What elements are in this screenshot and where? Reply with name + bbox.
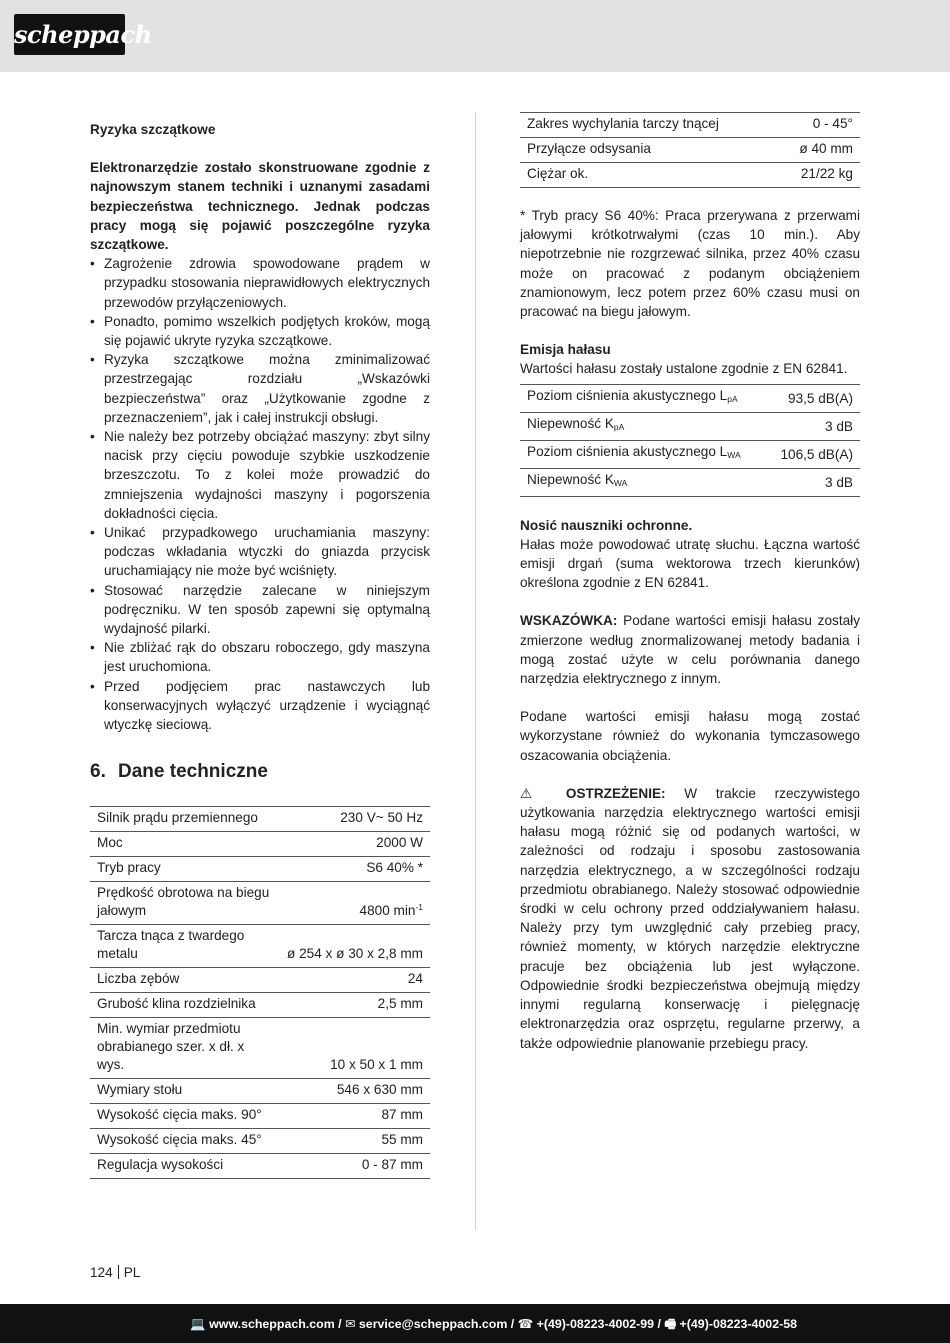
spec-label-text: Silnik prądu przemiennego xyxy=(97,810,258,826)
spec-label xyxy=(90,993,280,1018)
tech-data-row xyxy=(90,968,430,993)
footer-website[interactable]: www.scheppach.com / xyxy=(209,1317,342,1331)
spec-label-text: Prędkość obrotowa na biegu jałowym xyxy=(97,885,270,919)
spec-value-text: 0 - 45° xyxy=(812,116,853,131)
scheppach-logo: scheppach xyxy=(14,14,125,55)
spec-label xyxy=(520,412,766,440)
spec-value xyxy=(766,468,860,496)
spec-label-text: Niepewność K xyxy=(527,415,614,431)
spec-label-subscript: WA xyxy=(727,449,741,460)
noise-emission-intro: Wartości hałasu zostały ustalone zgodnie z EN 62841. xyxy=(520,361,848,377)
spec-label xyxy=(90,857,280,882)
spec-value-text: 24 xyxy=(407,971,423,987)
warning-paragraph xyxy=(520,784,860,1053)
spec-value-text: 10 x 50 x 1 mm xyxy=(330,1057,423,1073)
spec-value-text: 106,5 dB(A) xyxy=(780,446,853,462)
spec-value-text: 93,5 dB(A) xyxy=(788,390,853,406)
residual-risk-item: • Unikać przypadkowego uruchamiania maszyny: podczas wkładania wtyczki do gniazda przycisk uruchamiający nie może być wciśnięty. xyxy=(90,523,430,581)
noise-data-row xyxy=(520,384,860,412)
spec-label xyxy=(90,807,280,832)
spec-value-text: 2,5 mm xyxy=(377,996,423,1012)
residual-risk-item: • Ryzyka szczątkowe można zminimalizować przestrzegając rozdziału „Wskazówki bezpieczeństwa” oraz „Użytkowanie zgodne z przeznaczeniem”, jak i całej instrukcji obsługi. xyxy=(90,350,430,427)
spec-label xyxy=(90,925,280,968)
spec-value-text: 546 x 630 mm xyxy=(336,1082,423,1098)
spec-label-text: Poziom ciśnienia akustycznego L xyxy=(527,443,728,459)
noise-emission-heading: Emisja hałasu xyxy=(520,342,611,358)
warning-triangle-icon: ⚠ xyxy=(520,785,548,801)
spec-label xyxy=(520,138,776,163)
noise-data-row xyxy=(520,440,860,468)
spec-value-text: 21/22 kg xyxy=(800,166,853,181)
spec-value xyxy=(280,1079,430,1104)
footer-phone: +(49)-08223-4002-99 / xyxy=(536,1317,661,1331)
spec-value-text: 230 V~ 50 Hz xyxy=(340,810,423,826)
spec-value xyxy=(280,1104,430,1129)
spec-label-text: Zakres wychylania tarczy tnącej xyxy=(527,116,719,131)
residual-risk-item: • Przed podjęciem prac nastawczych lub konserwacyjnych wyłączyć urządzenie i wyciągnąć wtyczkę sieciową. xyxy=(90,677,430,735)
spec-value-text: 4800 min xyxy=(359,903,416,919)
spec-value xyxy=(776,138,860,163)
tech-data-row xyxy=(90,857,430,882)
spec-value xyxy=(766,412,860,440)
spec-label-text: Grubość klina rozdzielnika xyxy=(97,996,256,1012)
spec-value xyxy=(280,1154,430,1179)
page-language: PL xyxy=(123,1265,141,1280)
tech-data-row xyxy=(520,138,860,163)
spec-label xyxy=(90,968,280,993)
tech-data-row xyxy=(90,807,430,832)
noise-table xyxy=(520,384,860,497)
spec-label xyxy=(520,113,776,138)
spec-value xyxy=(280,882,430,925)
tech-data-row xyxy=(520,163,860,188)
residual-risk-item: • Stosować narzędzie zalecane w niniejszym podręczniku. W ten sposób zapewni się optymalną wydajność pilarki. xyxy=(90,581,430,639)
tech-data-row xyxy=(90,1079,430,1104)
tech-data-row xyxy=(90,1129,430,1154)
section-number: 6. xyxy=(90,761,106,783)
residual-risk-item: • Nie należy bez potrzeby obciążać maszyny: zbyt silny nacisk przy cięciu powoduje szybkie uszkodzenie brzeszczotu. To z kolei może prowadzić do zmniejszenia wydajności maszyny i pogorszenia dokładności cięcia. xyxy=(90,427,430,523)
spec-label-text: Przyłącze odsysania xyxy=(527,141,651,156)
spec-label xyxy=(90,882,280,925)
spec-value-text: S6 40% * xyxy=(366,860,423,876)
spec-value xyxy=(766,384,860,412)
operating-mode-footnote: * Tryb pracy S6 40%: Praca przerywana z przerwami jałowymi krótkotrwałymi (czas 10 min.). Aby niepotrzebnie nie rozgrzewać silnika, przez 40% czasu może on pracować z podanym obciążeniem znamionowym, lecz potem przez 60% czasu musi on pracować na biegu jałowym. xyxy=(520,208,860,320)
spec-label-subscript: pA xyxy=(613,421,625,432)
spec-value-text: ø 40 mm xyxy=(799,141,853,156)
footer-email[interactable]: service@scheppach.com / xyxy=(358,1317,515,1331)
spec-value-text: 0 - 87 mm xyxy=(361,1157,423,1173)
residual-risks-intro: Elektronarzędzie zostało skonstruowane zgodnie z najnowszym stanem techniki i uznanymi zasadami bezpieczeństwa technicznego. Jednak podczas pracy mogą się pojawić poszczególne ryzyka szczątkowe. xyxy=(90,160,430,253)
noise-data-row xyxy=(520,468,860,496)
spec-label-text: Wysokość cięcia maks. 90° xyxy=(97,1107,262,1123)
tech-data-row xyxy=(90,832,430,857)
spec-label xyxy=(90,1104,280,1129)
left-column xyxy=(90,120,430,1179)
spec-value-text: 3 dB xyxy=(825,418,853,434)
spec-label-text: Ciężar ok. xyxy=(527,166,589,181)
spec-value xyxy=(280,968,430,993)
spec-value xyxy=(280,1018,430,1079)
page-number-value: 124 xyxy=(90,1265,113,1280)
spec-label-text: Wysokość cięcia maks. 45° xyxy=(97,1132,262,1148)
spec-value xyxy=(280,993,430,1018)
spec-label-text: Wymiary stołu xyxy=(97,1082,183,1098)
spec-label-text: Min. wymiar przedmiotu obrabianego szer. x dł. x wys. xyxy=(97,1021,245,1073)
note-text: Podane wartości emisji hałasu zostały zmierzone według znormalizowanej metody badania i mogą zostać użyte w celu porównania danego narzędzia elektrycznego z innym. xyxy=(520,613,860,687)
page-footer xyxy=(0,1304,950,1343)
fax-icon: 🖷 xyxy=(664,1317,677,1331)
spec-label-text: Tryb pracy xyxy=(97,860,161,876)
section-title-text: Dane techniczne xyxy=(118,761,268,783)
tech-data-row xyxy=(90,1018,430,1079)
tech-data-row xyxy=(90,1154,430,1179)
spec-label-text: Moc xyxy=(97,835,123,851)
spec-value-text: 55 mm xyxy=(381,1132,423,1148)
tech-data-row xyxy=(90,882,430,925)
spec-value xyxy=(280,925,430,968)
tech-data-table-continued xyxy=(520,112,860,188)
residual-risk-item: • Ponadto, pomimo wszelkich podjętych kroków, mogą się pojawić ukryte ryzyka szczątkowe. xyxy=(90,312,430,350)
spec-label xyxy=(90,832,280,857)
spec-value-text: ø 254 x ø 30 x 2,8 mm xyxy=(287,946,423,962)
spec-label xyxy=(520,163,776,188)
spec-label xyxy=(520,384,766,412)
spec-label-subscript: pA xyxy=(727,393,738,404)
spec-value xyxy=(776,113,860,138)
column-divider xyxy=(475,112,476,1230)
spec-label xyxy=(520,468,766,496)
ear-protection-heading: Nosić nauszniki ochronne. xyxy=(520,517,693,533)
phone-icon: ☎ xyxy=(517,1317,534,1331)
footer-fax: +(49)-08223-4002-58 xyxy=(679,1317,797,1331)
spec-value xyxy=(280,807,430,832)
spec-value xyxy=(280,857,430,882)
spec-label-text: Tarcza tnąca z twardego metalu xyxy=(97,928,245,962)
spec-label-text: Niepewność K xyxy=(527,471,614,487)
spec-value xyxy=(776,163,860,188)
note-label: WSKAZÓWKA: xyxy=(520,613,618,629)
tech-data-row xyxy=(90,925,430,968)
spec-value-text: 3 dB xyxy=(825,474,853,490)
residual-risk-item: • Nie zbliżać rąk do obszaru roboczego, gdy maszyna jest uruchomiona. xyxy=(90,638,430,676)
page-number-separator xyxy=(118,1265,119,1279)
noise-data-row xyxy=(520,412,860,440)
spec-value-superscript: -1 xyxy=(415,902,423,913)
spec-label xyxy=(90,1129,280,1154)
computer-icon: 💻 xyxy=(190,1317,206,1331)
tech-data-row xyxy=(520,113,860,138)
spec-label-subscript: WA xyxy=(613,477,628,488)
spec-label-text: Poziom ciśnienia akustycznego L xyxy=(527,387,728,403)
spec-label-text: Liczba zębów xyxy=(97,971,180,987)
tech-data-row xyxy=(90,1104,430,1129)
right-column xyxy=(520,112,860,1053)
residual-risks-heading: Ryzyka szczątkowe xyxy=(90,122,216,137)
spec-label-text: Regulacja wysokości xyxy=(97,1157,224,1173)
note-paragraph xyxy=(520,611,860,688)
warning-label: OSTRZEŻENIE: xyxy=(565,785,666,801)
mail-icon: ✉ xyxy=(345,1317,356,1331)
spec-value xyxy=(766,440,860,468)
spec-value xyxy=(280,832,430,857)
warning-text: W trakcie rzeczywistego użytkowania narzędzia elektrycznego wartości emisji hałasu mogą różnić się od podanych wartości, w zależności od rodzaju i sposobu zastosowania narzędzia elektrycznego, a w szczególności rodzaju przedmiotu obrabianego. Należy stosować odpowiednie środki w celu ochrony przed oddziaływaniem hałasu. Należy przy tym uwzględnić cały przebieg pracy, również momenty, w których narzędzie elektryczne pracuje bez obciążenia lub jest wyłączone. Odpowiednie środki bezpieczeństwa obejmują między innymi regularną konserwację i pielęgnację elektronarzędzia oraz osprzętu, regularne przerwy, a także odpowiednie planowanie przebiegu pracy. xyxy=(520,785,860,1051)
section-title xyxy=(90,760,430,784)
spec-label xyxy=(90,1154,280,1179)
residual-risk-item: • Zagrożenie zdrowia spowodowane prądem w przypadku stosowania nieprawidłowych elektrycznych przewodów przyłączeniowych. xyxy=(90,254,430,312)
spec-label xyxy=(90,1079,280,1104)
ear-protection-text: Hałas może powodować utratę słuchu. Łączna wartość emisji drgań (suma wektorowa trzech kierunków) określona zgodnie z EN 62841. xyxy=(520,536,860,591)
page-number xyxy=(90,1265,140,1280)
spec-label xyxy=(520,440,766,468)
footer-contact-line xyxy=(190,1315,797,1336)
note2-paragraph: Podane wartości emisji hałasu mogą zostać wykorzystane również do wykonania tymczasowego oszacowania obciążenia. xyxy=(520,709,860,763)
page-header xyxy=(0,0,950,72)
spec-label xyxy=(90,1018,280,1079)
spec-value xyxy=(280,1129,430,1154)
tech-data-row xyxy=(90,993,430,1018)
spec-value-text: 87 mm xyxy=(381,1107,423,1123)
spec-value-text: 2000 W xyxy=(376,835,423,851)
residual-risks-list xyxy=(90,254,430,734)
tech-data-table xyxy=(90,806,430,1179)
